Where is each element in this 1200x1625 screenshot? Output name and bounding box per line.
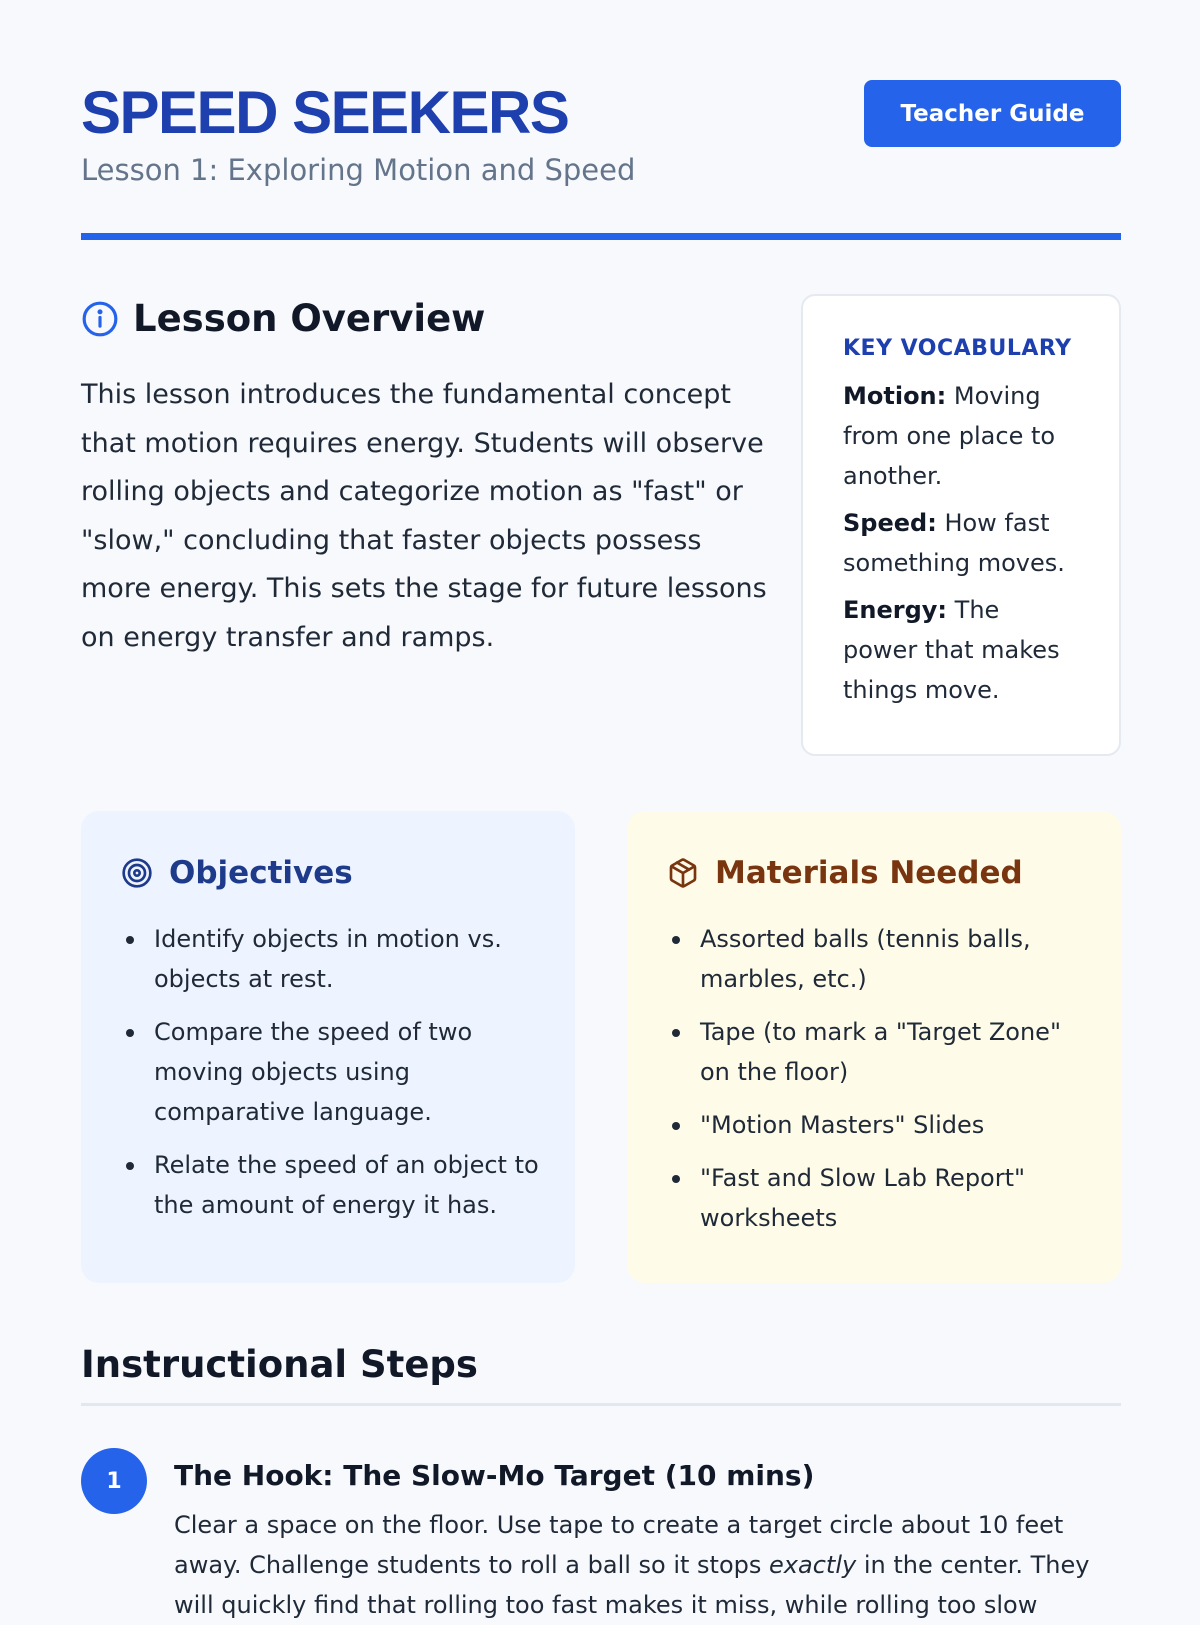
objectives-heading-label: Objectives — [169, 855, 353, 891]
unit-title: SPEED SEEKERS — [81, 79, 569, 146]
instructional-steps-heading: Instructional Steps — [81, 1343, 478, 1386]
list-item: Assorted balls (tennis balls, marbles, etc.) — [667, 919, 1085, 999]
overview-heading — [81, 294, 485, 344]
vocabulary-term: Energy: — [843, 596, 948, 624]
objectives-heading — [121, 851, 539, 895]
box-icon — [667, 857, 699, 889]
materials-heading — [667, 851, 1085, 895]
materials-card — [627, 811, 1121, 1283]
steps-divider — [81, 1403, 1121, 1406]
objectives-card — [81, 811, 575, 1283]
vocabulary-item — [843, 376, 1081, 496]
target-icon — [121, 857, 153, 889]
info-icon — [81, 300, 119, 338]
list-item: Tape (to mark a "Target Zone" on the floor) — [667, 1012, 1085, 1092]
step-description — [174, 1505, 1121, 1625]
list-item: "Fast and Slow Lab Report" worksheets — [667, 1158, 1085, 1238]
list-item: Compare the speed of two moving objects using comparative language. — [121, 1012, 539, 1132]
vocabulary-definition: The power that makes things move. — [843, 596, 1060, 704]
materials-heading-label: Materials Needed — [715, 855, 1023, 891]
vocabulary-title: KEY VOCABULARY — [843, 336, 1072, 361]
vocabulary-term: Motion: — [843, 382, 947, 410]
lesson-header — [81, 0, 1121, 242]
materials-list — [667, 919, 1085, 1238]
objectives-list — [121, 919, 539, 1225]
step-emphasis: exactly — [769, 1551, 857, 1579]
step-text: Clear a space on the floor. Use tape to create a target circle about 10 feet away. Challenge students to roll a ball so it stops — [174, 1511, 1064, 1579]
header-divider — [81, 233, 1121, 240]
list-item: Relate the speed of an object to the amount of energy it has. — [121, 1145, 539, 1225]
vocabulary-item — [843, 503, 1081, 583]
lesson-page — [81, 0, 1121, 1619]
step-title: The Hook: The Slow-Mo Target (10 mins) — [174, 1459, 815, 1492]
overview-paragraph: This lesson introduces the fundamental concept that motion requires energy. Students will observe rolling objects and categorize motion as "fast" or "slow," concluding that faster objects possess more energy. This sets the stage for future lessons on energy transfer and ramps. — [81, 379, 767, 653]
list-item: Identify objects in motion vs. objects at rest. — [121, 919, 539, 999]
vocabulary-definition: How fast something moves. — [843, 509, 1065, 577]
step-number-badge: 1 — [81, 1448, 147, 1514]
lesson-subtitle: Lesson 1: Exploring Motion and Speed — [81, 153, 636, 187]
overview-heading-label: Lesson Overview — [133, 297, 486, 340]
vocabulary-term: Speed: — [843, 509, 937, 537]
vocabulary-item — [843, 590, 1081, 710]
list-item: "Motion Masters" Slides — [667, 1105, 1085, 1145]
step-text: in the center. They will quickly find that rolling too fast makes it miss, while rolling too slow — [174, 1551, 1090, 1619]
key-vocabulary-card — [801, 294, 1121, 756]
teacher-guide-button[interactable]: Teacher Guide — [864, 80, 1121, 147]
lesson-overview-section — [81, 294, 1121, 756]
vocabulary-definition: Moving from one place to another. — [843, 382, 1056, 490]
